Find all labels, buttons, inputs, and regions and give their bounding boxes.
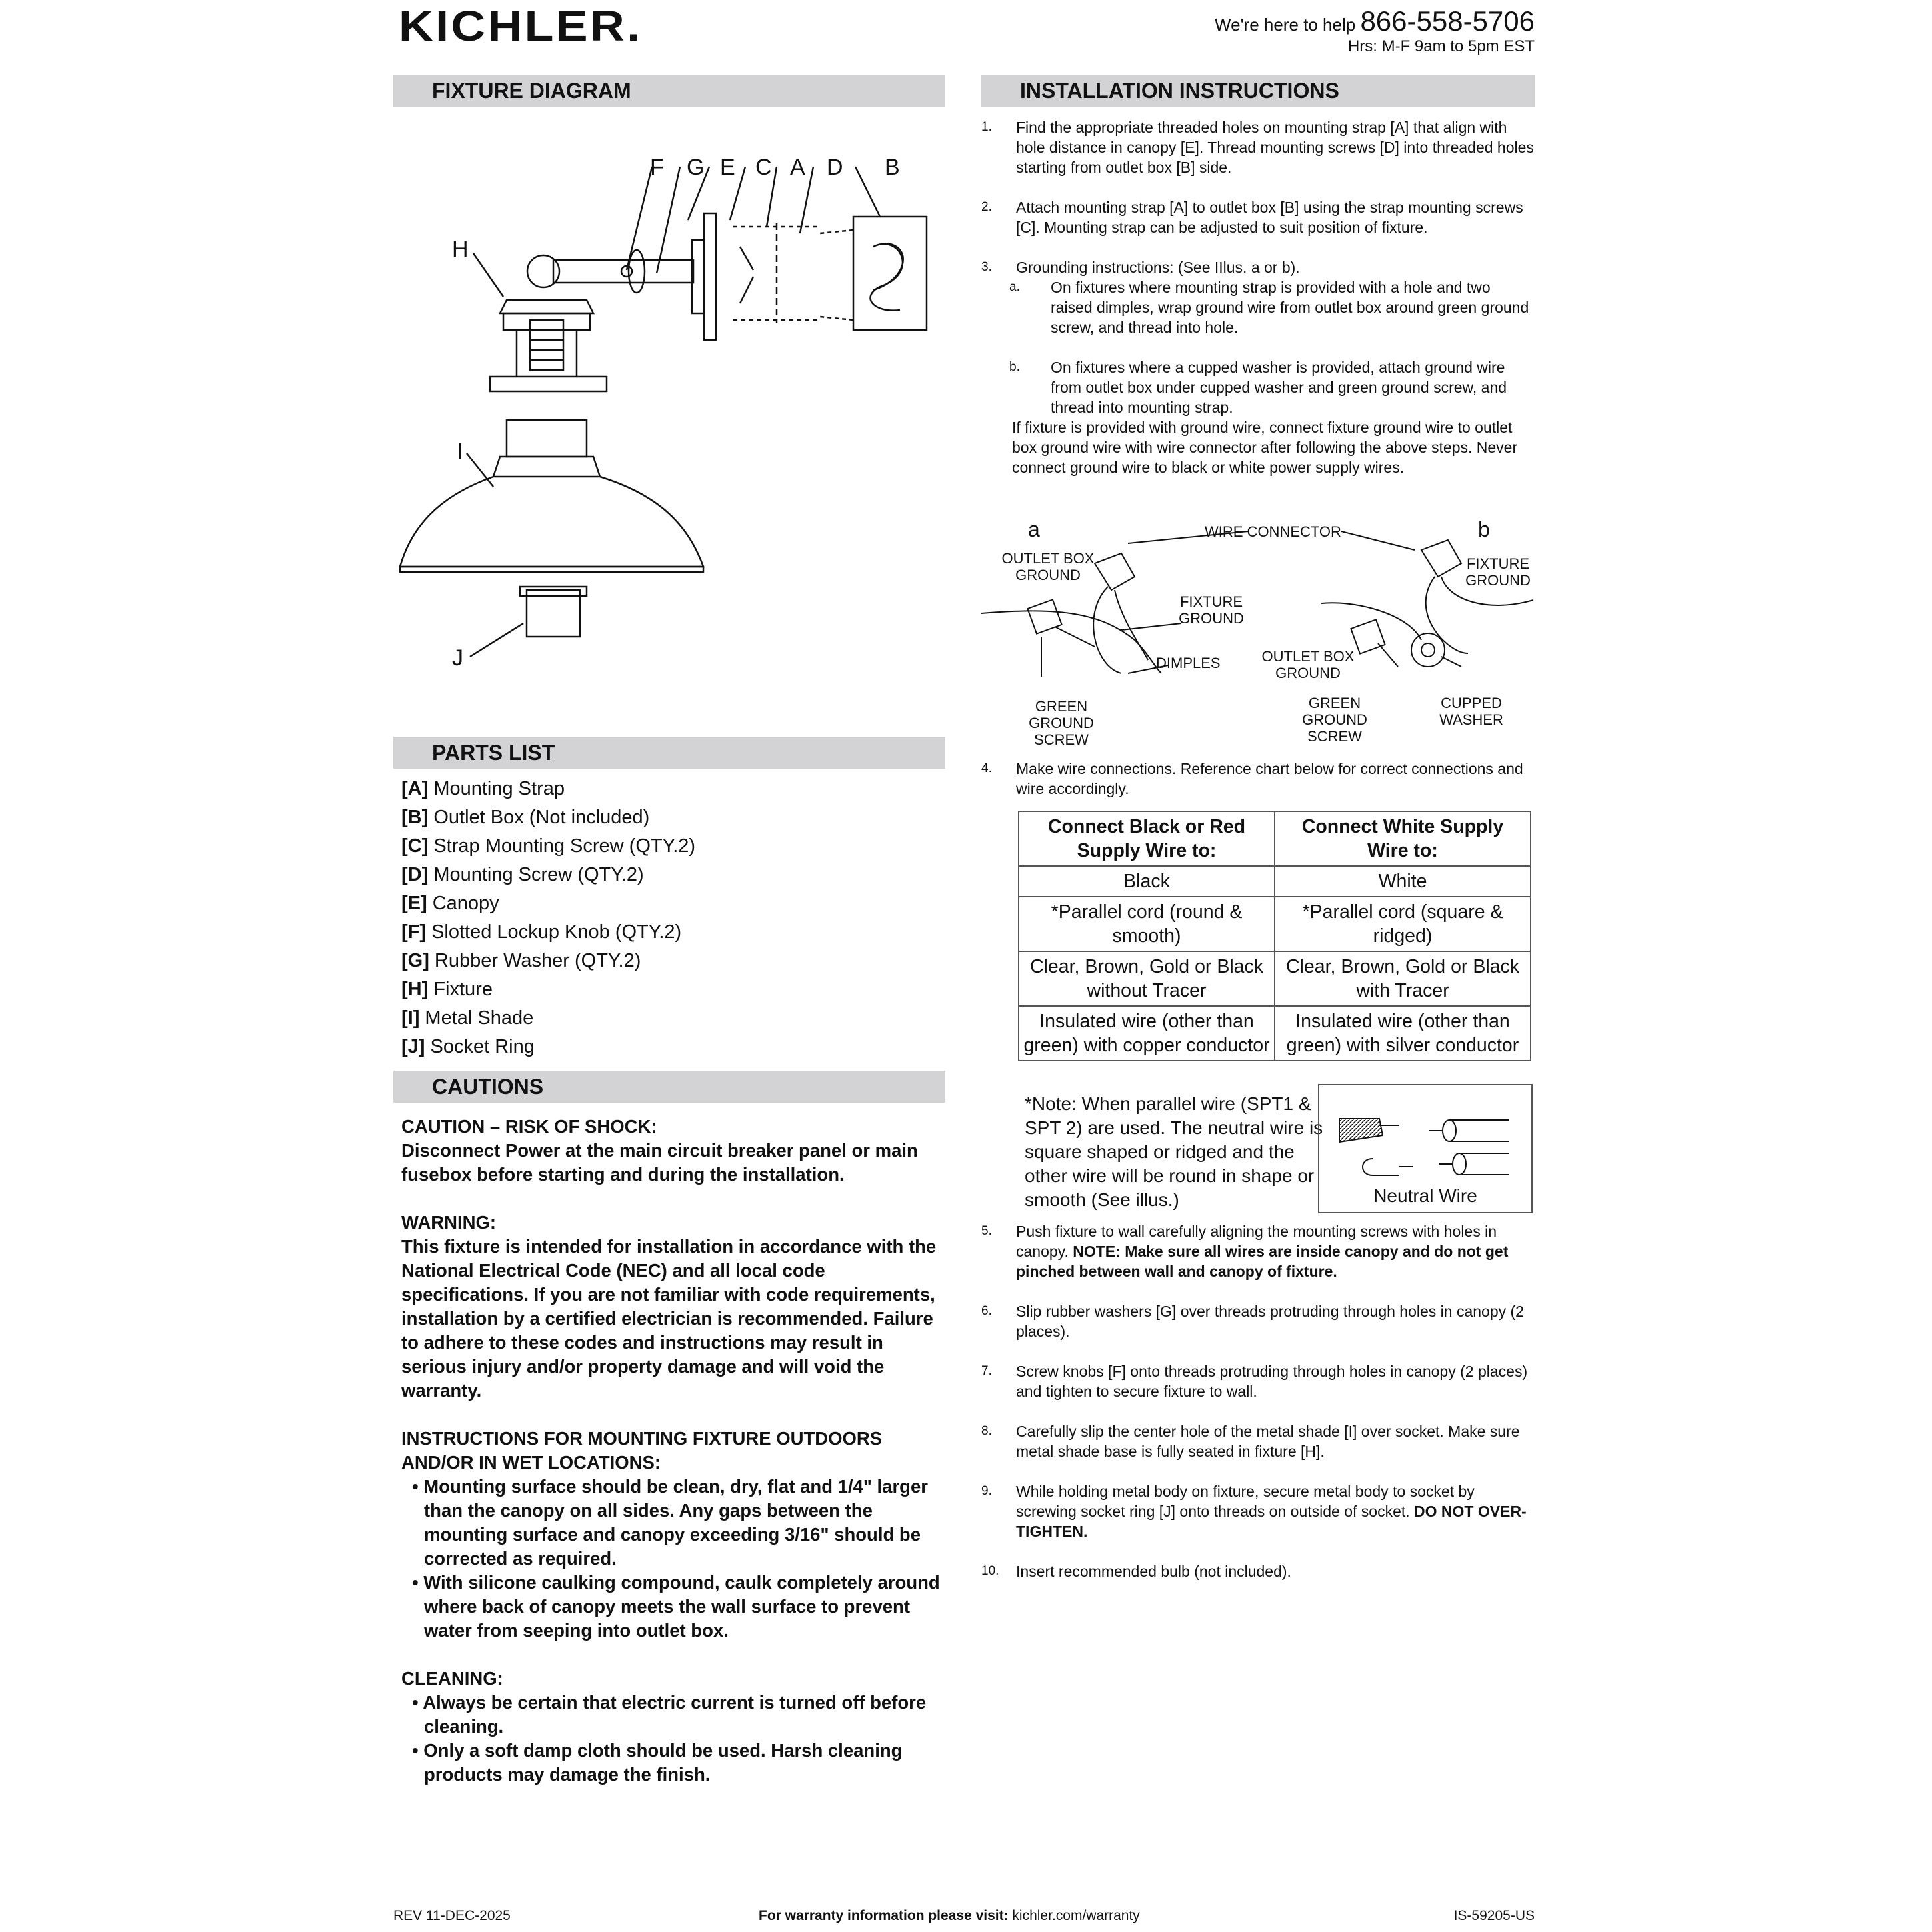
illus-a-label: a bbox=[1028, 517, 1040, 541]
parts-list bbox=[401, 775, 935, 1061]
label-D: D bbox=[827, 155, 843, 180]
cleaning-bullet-2: • Only a soft damp cloth should be used. Harsh cleaning products may damage the finish. bbox=[412, 1740, 903, 1785]
part-item: [H] Fixture bbox=[401, 979, 493, 1000]
part-item: [J] Socket Ring bbox=[401, 1036, 535, 1057]
part-item: [A] Mounting Strap bbox=[401, 778, 565, 799]
help-contact bbox=[1215, 5, 1535, 56]
install-steps-top bbox=[981, 117, 1535, 477]
warranty-info: For warranty information please visit: kichler.com/warranty bbox=[759, 1908, 1140, 1923]
wire-connector-label: WIRE CONNECTOR bbox=[1205, 523, 1341, 540]
step-3b: b. On fixtures where a cupped washer is provided, attach ground wire from outlet box under cupped washer and green ground screw, and thread into mounting strap. bbox=[1009, 359, 1507, 416]
step-9: 9. While holding metal body on fixture, secure metal body to socket by screwing socket ring [J] onto threads on outside of socket. DO NOT OVER-TIGHTEN. bbox=[981, 1483, 1527, 1540]
dimples-label: DIMPLES bbox=[1156, 655, 1221, 671]
table-row: Clear, Brown, Gold or Black without Tracer Clear, Brown, Gold or Black with Tracer bbox=[1019, 951, 1531, 1006]
outdoor-bullet-1: • Mounting surface should be clean, dry, flat and 1/4" larger than the canopy on all sides. Any gaps between the mounting surface and canopy exceeding 3/16" should be corrected as required. bbox=[412, 1476, 928, 1569]
label-J: J bbox=[452, 645, 463, 671]
install-steps-bottom bbox=[981, 1221, 1535, 1601]
step-5: 5. Push fixture to wall carefully aligning the mounting screws with holes in canopy. NOTE: Make sure all wires are inside canopy and do not get pinched between wall and canopy of fixture. bbox=[981, 1223, 1509, 1280]
fixture-ground-b: FIXTURE GROUND bbox=[1465, 555, 1531, 589]
warranty-link[interactable]: kichler.com/warranty bbox=[1012, 1908, 1140, 1923]
part-item: [I] Metal Shade bbox=[401, 1007, 534, 1029]
grounding-illustration bbox=[981, 513, 1535, 748]
cleaning-bullet-1: • Always be certain that electric current is turned off before cleaning. bbox=[412, 1692, 927, 1737]
outlet-box-ground-b: OUTLET BOX GROUND bbox=[1261, 648, 1355, 681]
step-6: 6. Slip rubber washers [G] over threads protruding through holes in canopy (2 places). bbox=[981, 1303, 1524, 1340]
green-ground-screw-a: GREEN GROUND SCREW bbox=[1029, 698, 1094, 748]
step-3-note: If fixture is provided with ground wire, connect fixture ground wire to outlet box ground wire with wire connector after following the above steps. Never connect ground wire to black or white power supply wires. bbox=[1012, 419, 1518, 476]
part-item: [D] Mounting Screw (QTY.2) bbox=[401, 864, 644, 885]
cupped-washer-label: CUPPED WASHER bbox=[1439, 695, 1503, 728]
installation-heading: INSTALLATION INSTRUCTIONS bbox=[981, 75, 1535, 107]
label-F: F bbox=[650, 155, 664, 180]
green-ground-screw-b: GREEN GROUND SCREW bbox=[1302, 695, 1367, 745]
illus-b-label: b bbox=[1478, 517, 1490, 541]
step-3: 3. Grounding instructions: (See IIlus. a or b). a. On fixtures where mounting strap is provided with a hole and two raised dimples, wrap ground wire from outlet box around green ground screw, and thread into hole. b. On fixtures where a cupped washer is provided, attach ground wire from outlet box under cupped washer and green ground screw, and thread into mounting strap. If fixture is provided with ground wire, connect fixture ground wire to outlet box ground wire with wire connector after following the above steps. Never connect ground wire to black or white power supply wires. bbox=[981, 257, 1535, 477]
part-item: [F] Slotted Lockup Knob (QTY.2) bbox=[401, 921, 682, 943]
step-1: 1. Find the appropriate threaded holes on mounting strap [A] that align with hole distance in canopy [E]. Thread mounting screws [D] into threaded holes starting from outlet box [B] side. bbox=[981, 119, 1534, 176]
step-3a: a. On fixtures where mounting strap is provided with a hole and two raised dimples, wrap ground wire from outlet box around green ground screw, and thread into hole. bbox=[1009, 279, 1529, 336]
parallel-wire-note bbox=[1018, 1084, 1531, 1212]
document-id: IS-59205-US bbox=[1453, 1908, 1535, 1923]
part-item: [G] Rubber Washer (QTY.2) bbox=[401, 950, 641, 971]
outdoor-bullet-2: • With silicone caulking compound, caulk completely around where back of canopy meets the wall surface to prevent water from seeping into outlet box. bbox=[412, 1572, 940, 1641]
wire-connection-table bbox=[1018, 811, 1531, 1061]
label-A: A bbox=[790, 155, 805, 180]
cautions-heading: CAUTIONS bbox=[393, 1071, 945, 1103]
label-C: C bbox=[755, 155, 772, 180]
fixture-ground-a: FIXTURE GROUND bbox=[1179, 593, 1244, 627]
table-header-white: Connect White Supply Wire to: bbox=[1275, 811, 1531, 866]
neutral-wire-box bbox=[1318, 1084, 1533, 1213]
support-hours: Hrs: M-F 9am to 5pm EST bbox=[1347, 37, 1535, 55]
note-text: *Note: When parallel wire (SPT1 & SPT 2) are used. The neutral wire is square shaped or ridged and the other wire will be round in shape or smooth (See illus.) bbox=[1025, 1093, 1323, 1210]
step-4: 4. Make wire connections. Reference chart below for correct connections and wire accordingly. bbox=[981, 760, 1523, 797]
table-header-black: Connect Black or Red Supply Wire to: bbox=[1019, 811, 1275, 866]
part-item: [B] Outlet Box (Not included) bbox=[401, 807, 650, 828]
table-row: Insulated wire (other than green) with copper conductor Insulated wire (other than green) with silver conductor bbox=[1019, 1006, 1531, 1061]
step-10: 10. Insert recommended bulb (not included). bbox=[981, 1563, 1291, 1580]
part-item: [C] Strap Mounting Screw (QTY.2) bbox=[401, 835, 696, 857]
part-item: [E] Canopy bbox=[401, 893, 499, 914]
shock-text: Disconnect Power at the main circuit breaker panel or main fusebox before starting and during the installation. bbox=[401, 1140, 918, 1185]
parts-list-heading: PARTS LIST bbox=[393, 737, 945, 769]
neutral-wire-icon bbox=[1333, 1112, 1519, 1185]
label-B: B bbox=[885, 155, 900, 180]
step-4-block bbox=[981, 759, 1535, 799]
fixture-diagram-heading: FIXTURE DIAGRAM bbox=[393, 75, 945, 107]
table-row: *Parallel cord (round & smooth) *Parallel cord (square & ridged) bbox=[1019, 897, 1531, 951]
brand-logo: KICHLER. bbox=[399, 2, 643, 50]
cleaning-title: CLEANING: bbox=[401, 1668, 503, 1689]
outdoor-title: INSTRUCTIONS FOR MOUNTING FIXTURE OUTDOORS AND/OR IN WET LOCATIONS: bbox=[401, 1428, 883, 1473]
table-row: Black White bbox=[1019, 866, 1531, 897]
warning-title: WARNING: bbox=[401, 1212, 497, 1233]
phone-number[interactable]: 866-558-5706 bbox=[1360, 5, 1535, 37]
neutral-wire-label: Neutral Wire bbox=[1373, 1185, 1477, 1206]
revision-date: REV 11-DEC-2025 bbox=[393, 1908, 511, 1923]
outlet-box-ground-a: OUTLET BOX GROUND bbox=[1001, 550, 1095, 583]
help-prefix: We're here to help bbox=[1215, 15, 1361, 35]
label-E: E bbox=[720, 155, 735, 180]
label-H: H bbox=[452, 237, 469, 262]
fixture-diagram bbox=[393, 147, 945, 693]
cautions-body bbox=[401, 1115, 948, 1787]
warning-text: This fixture is intended for installation in accordance with the National Electrical Code (NEC) and all local code specifications. If you are not familiar with code requirements, installation by a certified electrician is recommended. Failure to adhere to these codes and instructions may result in serious injury and/or property damage and will void the warranty. bbox=[401, 1236, 937, 1401]
step-7: 7. Screw knobs [F] onto threads protruding through holes in canopy (2 places) and tighten to secure fixture to wall. bbox=[981, 1363, 1528, 1400]
label-I: I bbox=[457, 439, 463, 464]
label-G: G bbox=[687, 155, 705, 180]
shock-title: CAUTION – RISK OF SHOCK: bbox=[401, 1116, 657, 1137]
step-8: 8. Carefully slip the center hole of the metal shade [I] over socket. Make sure metal shade base is fully seated in fixture [H]. bbox=[981, 1423, 1520, 1460]
step-2: 2. Attach mounting strap [A] to outlet box [B] using the strap mounting screws [C]. Mounting strap can be adjusted to suit position of fixture. bbox=[981, 199, 1523, 236]
